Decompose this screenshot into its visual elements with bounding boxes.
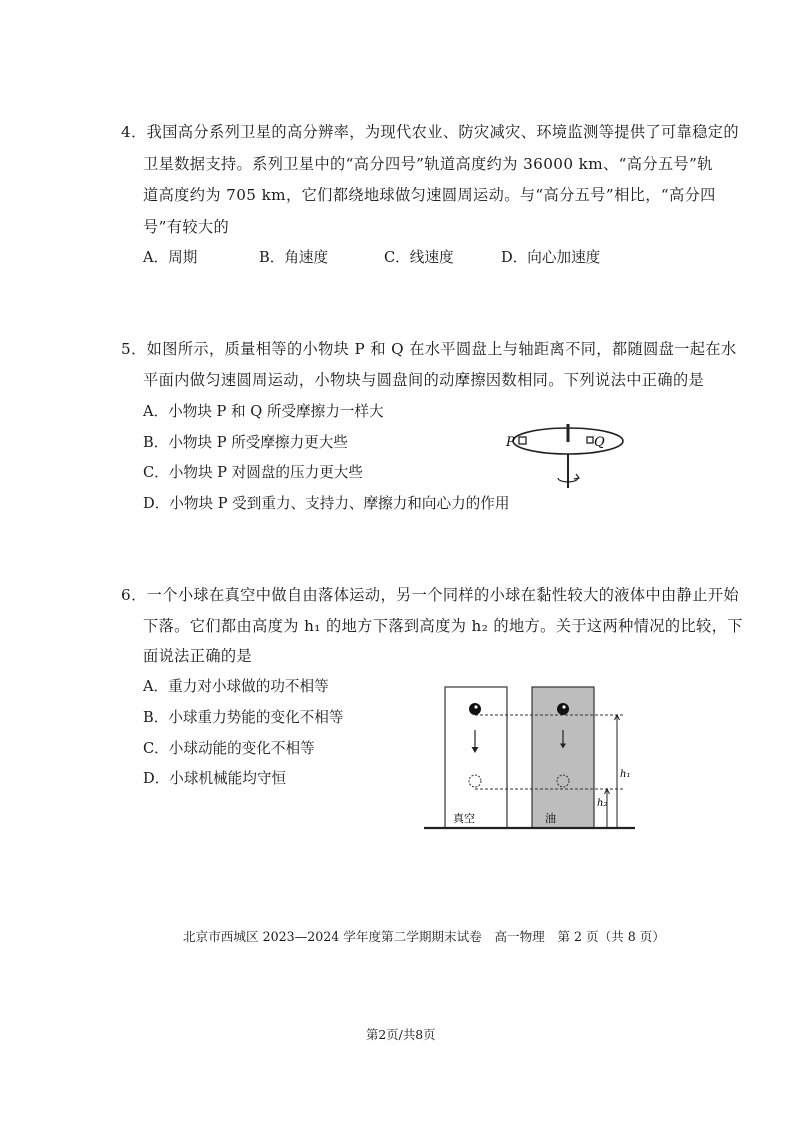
q5-option-b: B．小物块 P 所受摩擦力更大些 <box>143 434 348 451</box>
block-p <box>519 437 526 444</box>
page-number: 第2页/共8页 <box>366 1027 436 1042</box>
q5-option-a: A．小物块 P 和 Q 所受摩擦力一样大 <box>143 403 384 420</box>
q4-option-a: A．周期 <box>143 249 198 266</box>
h1-label: h₁ <box>620 769 631 780</box>
q5-line-2: 平面内做匀速圆周运动，小物块与圆盘间的动摩擦因数相同。下列说法中正确的是 <box>143 371 705 389</box>
q5-option-c: C．小物块 P 对圆盘的压力更大些 <box>143 464 363 481</box>
q4-option-c: C．线速度 <box>384 249 454 266</box>
oil-label: 油 <box>545 812 556 825</box>
q6-line-3: 面说法正确的是 <box>143 647 253 665</box>
q4-option-b: B．角速度 <box>259 249 329 266</box>
page-footer: 北京市西城区 2023—2024 学年度第二学期期末试卷 高一物理 第 2 页（共 8 页） <box>183 929 665 944</box>
label-p: P <box>506 435 515 450</box>
block-q <box>587 437 593 443</box>
q6-option-b: B．小球重力势能的变化不相等 <box>143 709 344 726</box>
q6-option-d: D．小球机械能均守恒 <box>143 770 287 787</box>
oil-ball-start <box>558 704 569 715</box>
rotating-disk-figure <box>502 418 632 498</box>
vacuum-ball-start <box>470 704 481 715</box>
q4-line-4: 号”有较大的 <box>143 218 230 236</box>
q6-line-1: 6．一个小球在真空中做自由落体运动，另一个同样的小球在黏性较大的液体中由静止开始 <box>121 586 739 604</box>
q4-option-d: D．向心加速度 <box>501 249 601 266</box>
q6-option-c: C．小球动能的变化不相等 <box>143 740 315 757</box>
q5-option-d: D．小物块 P 受到重力、支持力、摩擦力和向心力的作用 <box>143 495 510 512</box>
q4-line-3: 道高度约为 705 km，它们都绕地球做匀速圆周运动。与“高分五号”相比，“高分四 <box>143 186 716 204</box>
q5-line-1: 5．如图所示，质量相等的小物块 P 和 Q 在水平圆盘上与轴距离不同，都随圆盘一起在水 <box>121 340 737 358</box>
h2-label: h₂ <box>597 798 608 809</box>
falling-ball-figure <box>420 684 645 834</box>
label-q: Q <box>594 435 605 450</box>
q6-line-2: 下落。它们都由高度为 h₁ 的地方下落到高度为 h₂ 的地方。关于这两种情况的比较，下 <box>143 617 743 635</box>
q6-option-a: A．重力对小球做的功不相等 <box>143 678 329 695</box>
vacuum-ball-end <box>469 775 481 787</box>
q4-line-1: 4．我国高分系列卫星的高分辨率，为现代农业、防灾减灾、环境监测等提供了可靠稳定的 <box>121 123 739 141</box>
oil-ball-end <box>557 775 569 787</box>
q4-line-2: 卫星数据支持。系列卫星中的“高分四号”轨道高度约为 36000 km、“高分五号”轨 <box>143 155 713 173</box>
vacuum-label: 真空 <box>453 812 475 825</box>
